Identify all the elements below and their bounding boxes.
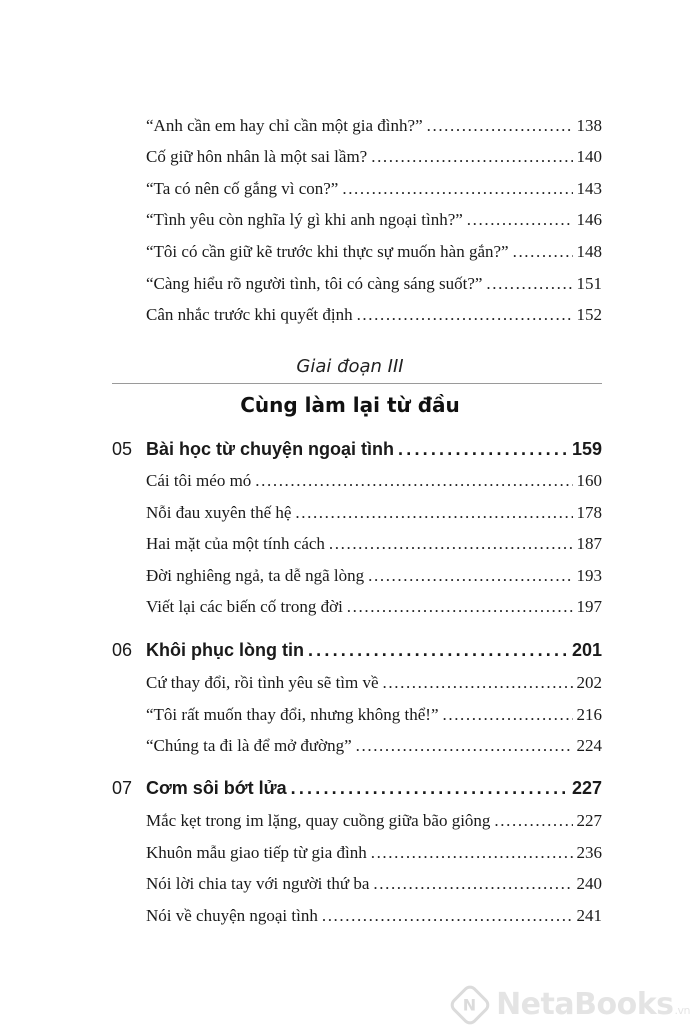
leader-dots xyxy=(443,705,573,725)
leader-dots xyxy=(513,242,573,262)
chapter-number: 07 xyxy=(112,778,133,798)
toc-entry xyxy=(146,471,602,491)
toc-entry-title: “Chúng ta đi là để mở đường” xyxy=(146,736,352,755)
leader-dots xyxy=(467,210,573,230)
toc-entry-page: 143 xyxy=(576,179,602,198)
leader-dots xyxy=(373,874,572,894)
toc-entry-title: “Tôi rất muốn thay đổi, nhưng không thể!” xyxy=(146,705,439,724)
toc-entry xyxy=(146,116,602,136)
toc-entry-title: “Tôi có cần giữ kẽ trước khi thực sự muốn hàn gắn?” xyxy=(146,242,509,261)
toc-entry xyxy=(146,503,602,523)
netabooks-logo-icon: N xyxy=(447,982,492,1027)
toc-entry-page: 138 xyxy=(576,116,602,135)
toc-entry-title: Viết lại các biến cố trong đời xyxy=(146,597,343,616)
toc-entry-title: Khuôn mẫu giao tiếp từ gia đình xyxy=(146,843,367,862)
chapter-page: 201 xyxy=(571,640,602,660)
leader-dots xyxy=(308,640,568,661)
toc-entry-title: Cứ thay đổi, rồi tình yêu sẽ tìm về xyxy=(146,673,379,692)
chapter-heading xyxy=(112,640,602,661)
toc-entry-title: “Càng hiểu rõ người tình, tôi có càng sáng suốt?” xyxy=(146,274,483,293)
toc-entry-title: Cái tôi méo mó xyxy=(146,471,252,490)
toc-entry-title: Nỗi đau xuyên thế hệ xyxy=(146,503,292,522)
toc-entry-page: 178 xyxy=(576,503,602,522)
leader-dots xyxy=(427,116,573,136)
toc-entry-title: Mắc kẹt trong im lặng, quay cuồng giữa bão giông xyxy=(146,811,491,830)
toc-entry xyxy=(146,566,602,586)
toc-entry-title: Cân nhắc trước khi quyết định xyxy=(146,305,353,324)
toc-entry-title: Cố giữ hôn nhân là một sai lầm? xyxy=(146,147,368,166)
toc-entry-title: Hai mặt của một tính cách xyxy=(146,534,325,553)
leader-dots xyxy=(368,566,572,586)
toc-entry-page: 187 xyxy=(576,534,602,553)
leader-dots xyxy=(322,906,573,926)
toc-entry xyxy=(146,673,602,693)
chapter-title: Khôi phục lòng tin xyxy=(146,640,304,660)
toc-entry-title: Nói lời chia tay với người thứ ba xyxy=(146,874,370,893)
toc-entry-title: Đời nghiêng ngả, ta dễ ngã lòng xyxy=(146,566,365,585)
leader-dots xyxy=(383,673,573,693)
toc-entry-title: “Tình yêu còn nghĩa lý gì khi anh ngoại tình?” xyxy=(146,210,463,229)
toc-entry xyxy=(146,705,602,725)
leader-dots xyxy=(295,503,572,523)
toc-entry-page: 202 xyxy=(576,673,602,692)
toc-entry-page: 140 xyxy=(576,147,602,166)
chapter-heading xyxy=(112,439,602,460)
toc-entry xyxy=(146,597,602,617)
toc-entry xyxy=(146,736,602,756)
chapter-number: 06 xyxy=(112,640,133,660)
toc-entry-page: 197 xyxy=(576,597,602,616)
toc-entry xyxy=(146,534,602,554)
toc-entry-title: “Anh cần em hay chỉ cần một gia đình?” xyxy=(146,116,423,135)
toc-entry-page: 193 xyxy=(576,566,602,585)
toc-entry xyxy=(146,874,602,894)
leader-dots xyxy=(342,179,572,199)
toc-entry xyxy=(146,210,602,230)
leader-dots xyxy=(255,471,572,491)
toc-entry-page: 148 xyxy=(576,242,602,261)
toc-entry-title: Nói về chuyện ngoại tình xyxy=(146,906,318,925)
chapter-page: 159 xyxy=(571,439,602,459)
toc-entry-page: 152 xyxy=(576,305,602,324)
chapter-title: Cơm sôi bớt lửa xyxy=(146,778,287,798)
toc-entry-page: 241 xyxy=(576,906,602,925)
watermark-text: NetaBooks.vn xyxy=(496,987,690,1022)
chapter-page: 227 xyxy=(571,778,602,798)
toc-entry xyxy=(146,242,602,262)
toc-entry-page: 236 xyxy=(576,843,602,862)
leader-dots xyxy=(291,778,568,799)
toc-entry xyxy=(146,843,602,863)
toc-entry-page: 146 xyxy=(576,210,602,229)
chapter-heading xyxy=(112,778,602,799)
leader-dots xyxy=(398,439,568,460)
leader-dots xyxy=(329,534,573,554)
leader-dots xyxy=(371,147,572,167)
toc-entry xyxy=(146,305,602,325)
leader-dots xyxy=(494,811,572,831)
toc-entry-page: 160 xyxy=(576,471,602,490)
toc-entry xyxy=(146,274,602,294)
watermark xyxy=(454,987,690,1022)
leader-dots xyxy=(486,274,572,294)
toc-entry-page: 240 xyxy=(576,874,602,893)
divider xyxy=(112,383,602,384)
chapter-number: 05 xyxy=(112,439,133,459)
toc-entry xyxy=(146,179,602,199)
leader-dots xyxy=(371,843,573,863)
toc-entry-title: “Ta có nên cố gắng vì con?” xyxy=(146,179,339,198)
toc-entry-page: 227 xyxy=(576,811,602,830)
chapter-title: Bài học từ chuyện ngoại tình xyxy=(146,439,395,459)
toc-entry-page: 216 xyxy=(576,705,602,724)
toc-entry xyxy=(146,147,602,167)
toc-entry xyxy=(146,906,602,926)
leader-dots xyxy=(357,305,573,325)
toc-entry xyxy=(146,811,602,831)
leader-dots xyxy=(347,597,573,617)
toc-entry-page: 224 xyxy=(576,736,602,755)
part-title: Cùng làm lại từ đầu xyxy=(240,393,460,417)
part-label: Giai đoạn III xyxy=(296,356,404,377)
toc-entry-page: 151 xyxy=(576,274,602,293)
leader-dots xyxy=(356,736,573,756)
